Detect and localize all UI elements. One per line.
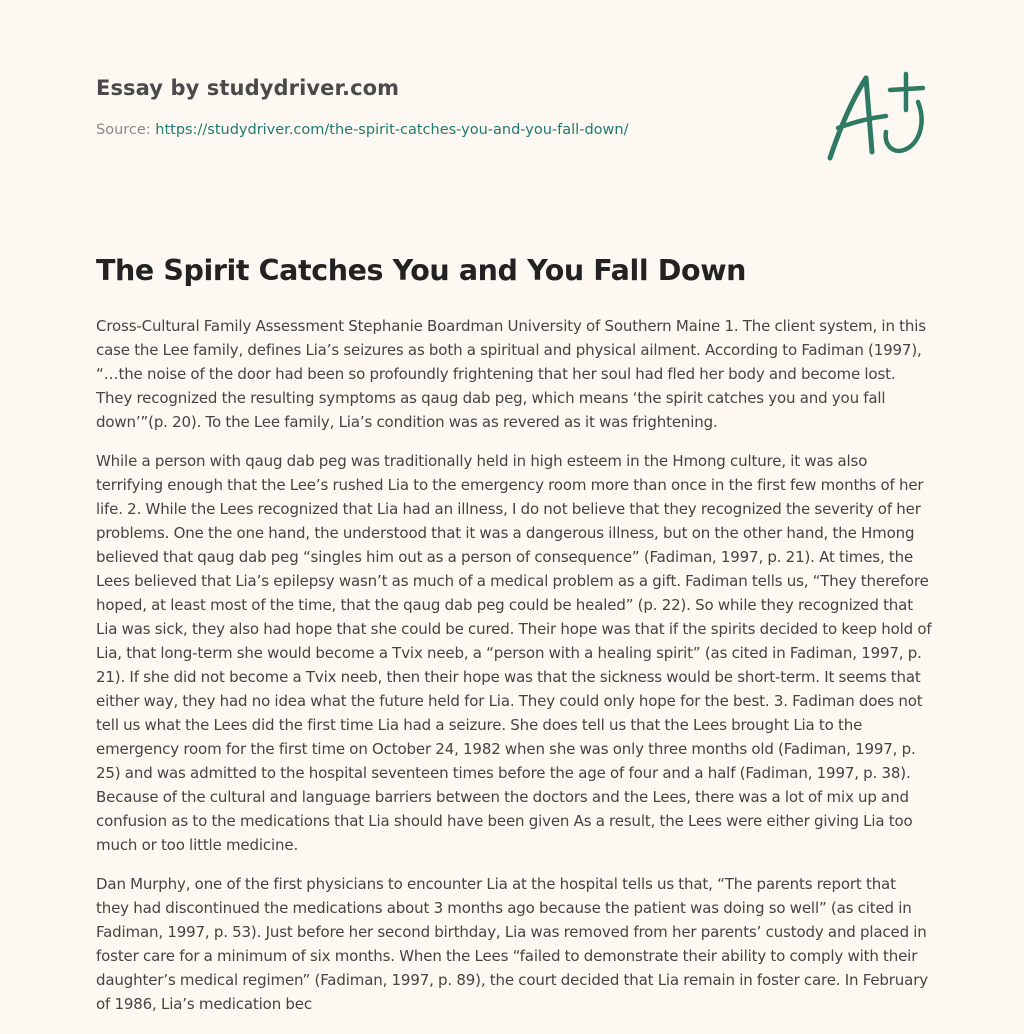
site-brand: Essay by studydriver.com [96, 76, 400, 100]
source-label: Source: [96, 122, 151, 138]
a-plus-grade-icon [822, 66, 930, 166]
essay-paragraph: Cross-Cultural Family Assessment Stephanie Boardman University of Southern Maine 1. The client system, in this case the Lee family, defines Lia’s seizures as both a spiritual and physical ailment. According to Fadiman (1997), “…the noise of the door had been so profoundly frightening that her soul had fled her body and become lost. They recognized the resulting symptoms as qaug dab peg, which means ‘the spirit catches you and you fall down’”(p. 20). To the Lee family, Lia’s condition was as revered as it was frightening. [96, 317, 926, 431]
essay-body [96, 314, 932, 1031]
source-link[interactable]: https://studydriver.com/the-spirit-catches-you-and-you-fall-down/ [155, 122, 629, 138]
essay-title: The Spirit Catches You and You Fall Down [96, 254, 747, 287]
source-line [96, 122, 796, 138]
essay-paragraph: Dan Murphy, one of the first physicians to encounter Lia at the hospital tells us that, “The parents report that they had discontinued the medications about 3 months ago because the patient was doing so well” (as cited in Fadiman, 1997, p. 53). Just before her second birthday, Lia was removed from her parents’ custody and placed in foster care for a minimum of six months. When the Lees “failed to demonstrate their ability to comply with their daughter’s medical regimen” (Fadiman, 1997, p. 89), the court decided that Lia remain in foster care. In February of 1986, Lia’s medication bec [96, 875, 928, 1013]
essay-header [96, 76, 796, 138]
essay-paragraph: While a person with qaug dab peg was traditionally held in high esteem in the Hmong culture, it was also terrifying enough that the Lee’s rushed Lia to the emergency room more than once in the first few months of her life. 2. While the Lees recognized that Lia had an illness, I do not believe that they recognized the severity of her problems. One the one hand, the understood that it was a dangerous illness, but on the other hand, the Hmong believed that qaug dab peg “singles him out as a person of consequence” (Fadiman, 1997, p. 21). At times, the Lees believed that Lia’s epilepsy wasn’t as much of a medical problem as a gift. Fadiman tells us, “They therefore hoped, at least most of the time, that the qaug dab peg could be healed” (p. 22). So while they recognized that Lia was sick, they also had hope that she could be cured. Their hope was that if the spirits decided to keep hold of Lia, that long-term she would become a Tvix neeb, a “person with a healing spirit” (as cited in Fadiman, 1997, p. 21). If she did not become a Tvix neeb, then their hope was that the sickness would be short-term. It seems that either way, they had no idea what the future held for Lia. They could only hope for the best. 3. Fadiman does not tell us what the Lees did the first time Lia had a seizure. She does tell us that the Lees brought Lia to the emergency room for the first time on October 24, 1982 when she was only three months old (Fadiman, 1997, p. 25) and was admitted to the hospital seventeen times before the age of four and a half (Fadiman, 1997, p. 38). Because of the cultural and language barriers between the doctors and the Lees, there was a lot of mix up and confusion as to the medications that Lia should have been given As a result, the Lees were either giving Lia too much or too little medicine. [96, 452, 932, 854]
